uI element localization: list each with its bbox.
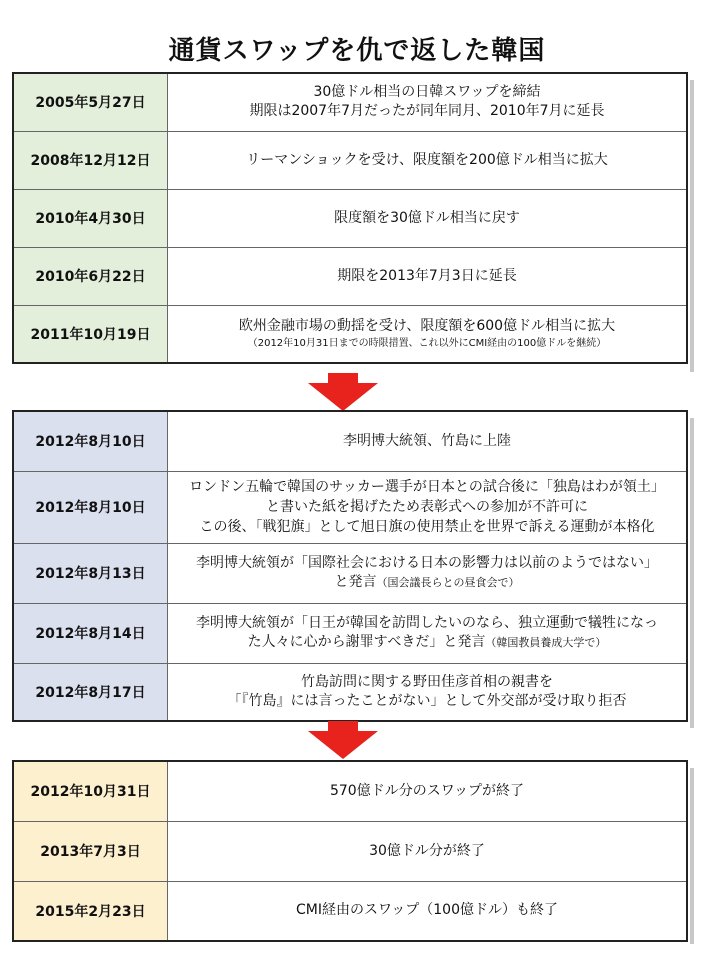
row-description bbox=[168, 543, 688, 603]
timeline-table-1 bbox=[12, 72, 688, 364]
desc-line: CMI経由のスワップ（100億ドル）も終了 bbox=[295, 902, 558, 919]
desc-note: （国会議長らとの昼食会で） bbox=[376, 576, 520, 589]
row-date: 2015年2月23日 bbox=[13, 881, 168, 941]
row-description bbox=[168, 131, 688, 189]
desc-line: と書いた紙を掲げたため表彰式への参加が不許可に bbox=[266, 499, 588, 515]
desc-note: （韓国教員養成大学で） bbox=[485, 636, 607, 649]
row-description bbox=[168, 761, 688, 821]
table-row bbox=[13, 603, 687, 663]
table-row bbox=[13, 881, 687, 941]
desc-line: と発言 bbox=[334, 574, 377, 590]
table-shadow bbox=[690, 80, 694, 372]
row-date: 2012年8月14日 bbox=[13, 603, 168, 663]
row-date: 2010年4月30日 bbox=[13, 189, 168, 247]
table-row bbox=[13, 305, 687, 363]
row-date: 2011年10月19日 bbox=[13, 305, 168, 363]
row-description bbox=[168, 189, 688, 247]
timeline-table-3 bbox=[12, 760, 688, 942]
row-date: 2012年10月31日 bbox=[13, 761, 168, 821]
row-date: 2012年8月17日 bbox=[13, 663, 168, 721]
table-row bbox=[13, 761, 687, 821]
desc-line: 李明博大統領、竹島に上陸 bbox=[343, 432, 511, 449]
table-row bbox=[13, 543, 687, 603]
row-date: 2012年8月10日 bbox=[13, 411, 168, 471]
table-row bbox=[13, 411, 687, 471]
row-date: 2008年12月12日 bbox=[13, 131, 168, 189]
table-row bbox=[13, 663, 687, 721]
desc-line: 期限を2013年7月3日に延長 bbox=[337, 267, 517, 284]
desc-line: た人々に心から謝罪すべきだ」と発言 bbox=[247, 634, 486, 650]
desc-line: 期限は2007年7月だったが同年同月、2010年7月に延長 bbox=[249, 103, 605, 120]
row-description bbox=[168, 305, 688, 363]
page-title: 通貨スワップを仇で返した韓国 bbox=[168, 36, 546, 66]
row-description bbox=[168, 411, 688, 471]
arrow-down-icon bbox=[308, 721, 378, 759]
row-date: 2005年5月27日 bbox=[13, 73, 168, 131]
desc-line: 欧州金融市場の動揺を受け、限度額を600億ドル相当に拡大 bbox=[238, 317, 616, 334]
desc-line: 570億ドル分のスワップが終了 bbox=[329, 782, 525, 799]
row-description bbox=[168, 73, 688, 131]
row-description bbox=[168, 821, 688, 881]
desc-line: 「『竹島』には言ったことがない」として外交部が受け取り拒否 bbox=[227, 692, 627, 709]
desc-subnote: （2012年10月31日までの時限措置、これ以外にCMI経由の100億ドルを継続） bbox=[247, 337, 607, 349]
desc-line: 限度額を30億ドル相当に戻す bbox=[334, 209, 520, 226]
row-date: 2012年8月13日 bbox=[13, 543, 168, 603]
table-shadow bbox=[690, 418, 694, 728]
row-description bbox=[168, 881, 688, 941]
table-row bbox=[13, 189, 687, 247]
row-description bbox=[168, 471, 688, 543]
table-row bbox=[13, 73, 687, 131]
desc-line: 30億ドル分が終了 bbox=[369, 842, 485, 859]
desc-line: 李明博大統領が「日王が韓国を訪問したいのなら、独立運動で犠牲になっ bbox=[196, 615, 658, 631]
desc-line: リーマンショックを受け、限度額を200億ドル相当に拡大 bbox=[246, 151, 608, 168]
row-description bbox=[168, 247, 688, 305]
desc-line: 30億ドル相当の日韓スワップを締結 bbox=[313, 84, 541, 101]
row-description bbox=[168, 663, 688, 721]
desc-line: 竹島訪問に関する野田佳彦首相の親書を bbox=[301, 673, 553, 690]
table-row bbox=[13, 821, 687, 881]
desc-line: ロンドン五輪で韓国のサッカー選手が日本との試合後に「独島はわが領土」 bbox=[189, 479, 665, 495]
row-date: 2010年6月22日 bbox=[13, 247, 168, 305]
table-row bbox=[13, 247, 687, 305]
row-date: 2012年8月10日 bbox=[13, 471, 168, 543]
arrow-down-icon bbox=[308, 373, 378, 411]
row-description bbox=[168, 603, 688, 663]
row-date: 2013年7月3日 bbox=[13, 821, 168, 881]
timeline-table-2 bbox=[12, 410, 688, 722]
table-shadow bbox=[690, 768, 694, 944]
table-row bbox=[13, 471, 687, 543]
table-row bbox=[13, 131, 687, 189]
desc-line: 李明博大統領が「国際社会における日本の影響力は以前のようではない」 bbox=[196, 555, 658, 571]
desc-line: この後、「戦犯旗」として旭日旗の使用禁止を世界で訴える運動が本格化 bbox=[199, 519, 655, 535]
